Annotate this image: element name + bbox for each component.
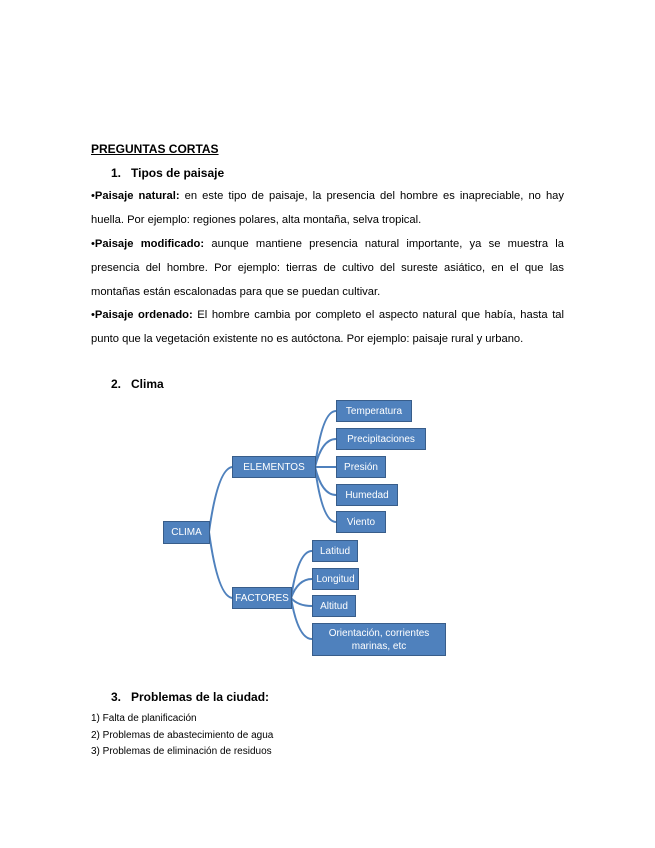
connector-factores-altitud [291,598,312,606]
section-title: Clima [131,377,164,391]
bullet: • [91,190,95,202]
diagram-node-viento: Viento [336,511,386,533]
section-title: Problemas de la ciudad: [131,690,270,704]
section-number: 1. [111,166,122,180]
section-number: 3. [111,690,122,704]
diagram-node-altitud: Altitud [312,595,356,617]
page-title: PREGUNTAS CORTAS [91,142,219,156]
diagram-node-clima: CLIMA [163,521,210,544]
connector-clima-elementos [209,467,233,532]
diagram-node-precipitaciones: Precipitaciones [336,428,426,450]
diagram-node-longitud: Longitud [312,568,359,590]
connector-factores-latitud [291,551,312,598]
section-number: 2. [111,377,122,391]
problema-item: 3) Problemas de eliminación de residuos [91,746,272,757]
paragraph-paisaje-natural [91,184,564,232]
problema-item: 2) Problemas de abastecimiento de agua [91,730,274,741]
connector-elementos-temperatura [315,411,336,467]
diagram-node-factores: FACTORES [232,587,292,609]
bullet: • [91,309,95,321]
definition: aunque mantiene presencia natural importante, ya se muestra la presencia del hombre. Por ejemplo: tierras de cultivo del sureste asiático, en el que las montañas están escalonadas para que se puedan cultivar. [91,238,564,298]
definition: en este tipo de paisaje, la presencia del hombre es inapreciable, no hay huella. Por ejemplo: regiones polares, alta montaña, selva tropical. [91,190,564,226]
diagram-node-latitud: Latitud [312,540,358,562]
section-heading-1 [111,166,224,180]
definition: El hombre cambia por completo el aspecto natural que había, hasta tal punto que la vegetación existente no es autóctona. Por ejemplo: paisaje rural y urbano. [91,309,565,345]
bullet: • [91,238,95,250]
paragraph-paisaje-modificado [91,232,564,304]
diagram-node-humedad: Humedad [336,484,398,506]
problema-item: 1) Falta de planificación [91,713,197,724]
diagram-node-elementos: ELEMENTOS [232,456,316,478]
connector-elementos-precipitaciones [315,439,336,467]
section-heading-3 [111,690,269,704]
connector-clima-factores [209,532,233,598]
paragraph-paisaje-ordenado [91,303,564,351]
section-title: Tipos de paisaje [131,166,225,180]
connector-elementos-humedad [315,467,336,495]
term: Paisaje modificado: [94,238,205,250]
connector-elementos-viento [315,467,336,522]
term: Paisaje natural: [94,190,180,202]
term: Paisaje ordenado: [94,309,193,321]
connector-factores-orientacion [291,598,312,639]
diagram-node-orientacion: Orientación, corrientes marinas, etc [312,623,446,656]
diagram-node-presion: Presión [336,456,386,478]
connector-factores-longitud [291,579,312,598]
section-heading-2 [111,377,164,391]
diagram-node-temperatura: Temperatura [336,400,412,422]
